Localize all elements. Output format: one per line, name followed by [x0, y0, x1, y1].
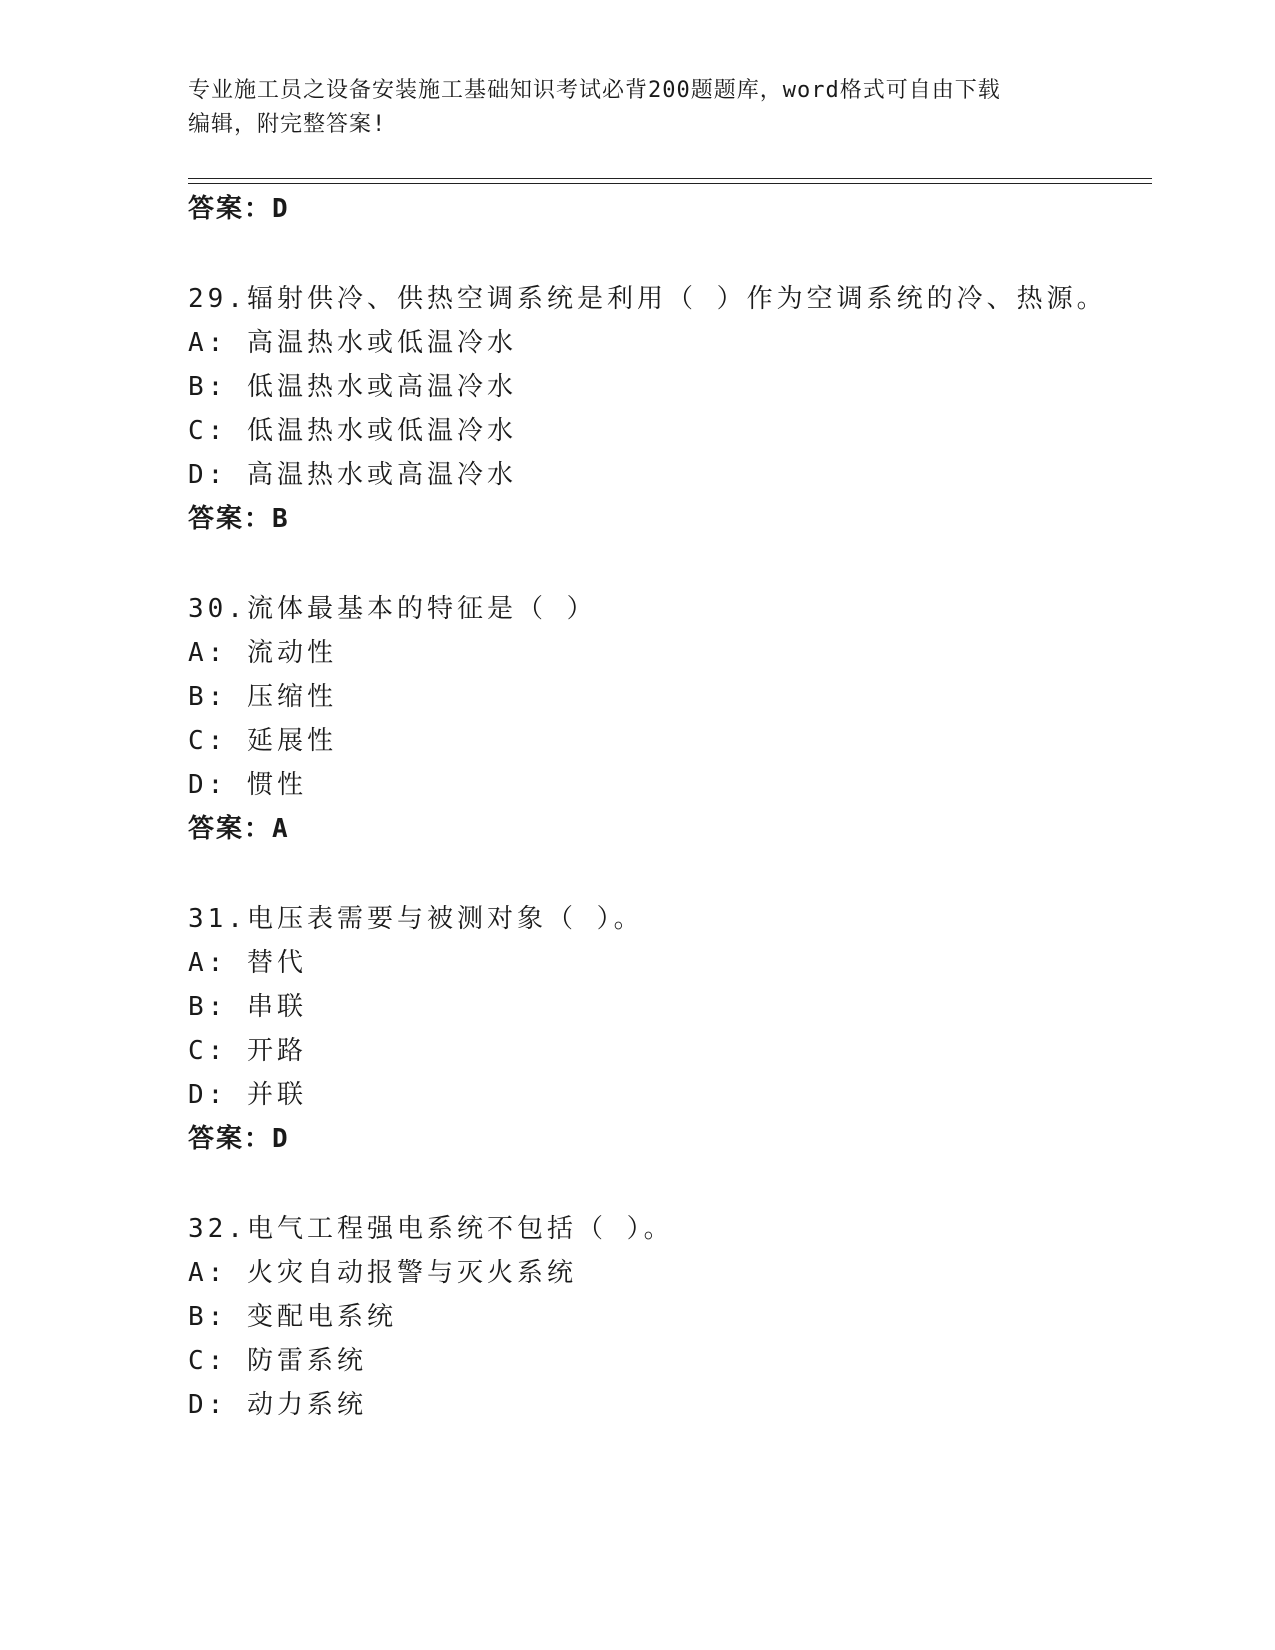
header-rule-bottom: [188, 183, 1152, 184]
option-d: D: 惯性: [188, 770, 307, 800]
answer-line: 答案：A: [188, 814, 290, 844]
question-title: 30.流体最基本的特征是（ ）: [188, 594, 597, 624]
option-a: A: 替代: [188, 948, 307, 978]
question-title: 29.辐射供冷、供热空调系统是利用（ ）作为空调系统的冷、热源。: [188, 284, 1107, 314]
option-d: D: 高温热水或高温冷水: [188, 460, 517, 490]
answer-line: 答案：B: [188, 504, 290, 534]
option-a: A: 火灾自动报警与灭火系统: [188, 1258, 577, 1288]
option-c: C: 防雷系统: [188, 1346, 367, 1376]
option-b: B: 串联: [188, 992, 307, 1022]
option-b: B: 低温热水或高温冷水: [188, 372, 517, 402]
option-d: D: 动力系统: [188, 1390, 367, 1420]
header-rule-top: [188, 178, 1152, 179]
question-title: 32.电气工程强电系统不包括（ ）。: [188, 1214, 674, 1244]
option-a: A: 高温热水或低温冷水: [188, 328, 517, 358]
header-line-2: 编辑，附完整答案!: [188, 112, 387, 137]
document-header: [188, 74, 1088, 142]
option-c: C: 低温热水或低温冷水: [188, 416, 517, 446]
option-c: C: 开路: [188, 1036, 307, 1066]
option-b: B: 压缩性: [188, 682, 337, 712]
option-d: D: 并联: [188, 1080, 307, 1110]
option-c: C: 延展性: [188, 726, 337, 756]
option-a: A: 流动性: [188, 638, 337, 668]
option-b: B: 变配电系统: [188, 1302, 397, 1332]
question-title: 31.电压表需要与被测对象（ ）。: [188, 904, 644, 934]
answer-line: 答案：D: [188, 1124, 290, 1154]
header-line-1: 专业施工员之设备安装施工基础知识考试必背200题题库，word格式可自由下载: [188, 78, 1001, 103]
answer-line: 答案：D: [188, 194, 290, 224]
